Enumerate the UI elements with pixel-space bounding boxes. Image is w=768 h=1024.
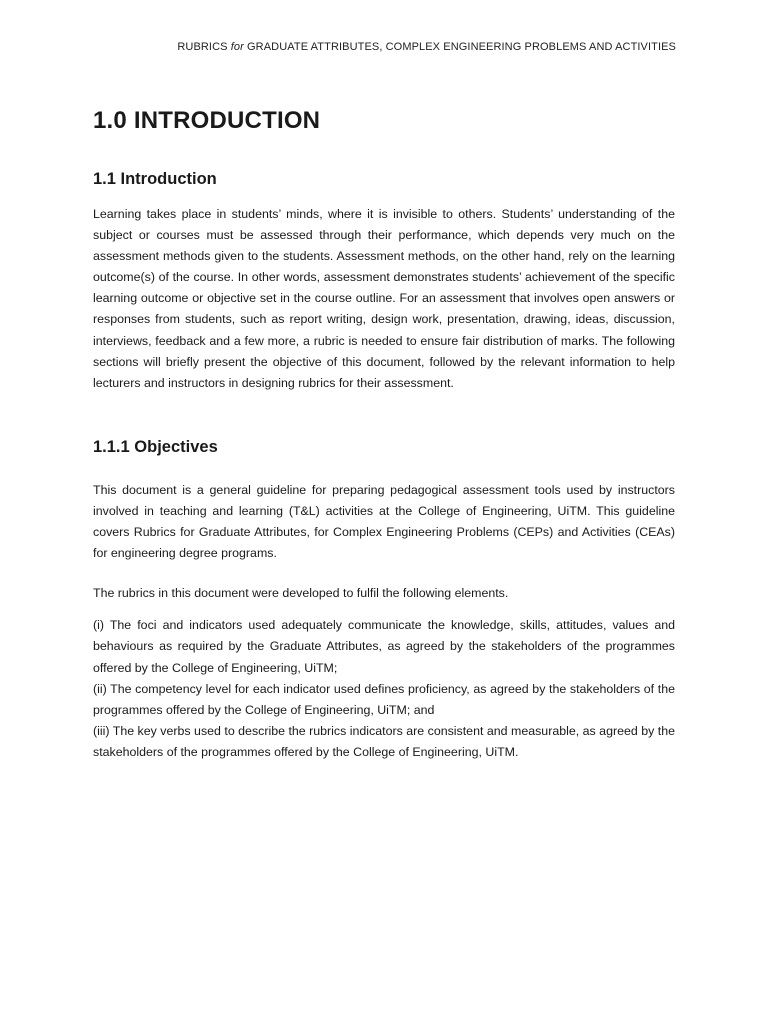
- section-heading-objectives: 1.1.1 Objectives: [93, 437, 218, 456]
- section-heading-introduction: 1.1 Introduction: [93, 170, 217, 188]
- header-italic-word: for: [230, 41, 244, 53]
- list-item: (i) The foci and indicators used adequately communicate the knowledge, skills, attitudes, values and behaviours as required by the Graduate Attributes, as agreed by the stakeholders of the programmes offered by the College of Engineering, UiTM;: [93, 618, 675, 675]
- chapter-title: 1.0 INTRODUCTION: [93, 107, 321, 134]
- list-item: (iii) The key verbs used to describe the rubrics indicators are consistent and measurable, as agreed by the stakeholders of the programmes offered by the College of Engineering, UiTM.: [93, 723, 675, 759]
- running-header: [152, 41, 676, 53]
- header-suffix: GRADUATE ATTRIBUTES, COMPLEX ENGINEERING PROBLEMS AND ACTIVITIES: [243, 41, 676, 53]
- list-item: (ii) The competency level for each indicator used defines proficiency, as agreed by the stakeholders of the programmes offered by the College of Engineering, UiTM; and: [93, 681, 675, 717]
- elements-lead-in: The rubrics in this document were developed to fulfil the following elements.: [93, 586, 509, 601]
- page-body: [93, 104, 675, 763]
- objectives-paragraph: This document is a general guideline for preparing pedagogical assessment tools used by instructors involved in teaching and learning (T&L) activities at the College of Engineering, UiTM. This guideline covers Rubrics for Graduate Attributes, for Complex Engineering Problems (CEPs) and Activities (CEAs) for engineering degree programs.: [93, 482, 675, 561]
- elements-list: [93, 615, 675, 763]
- introduction-paragraph: Learning takes place in students’ minds, where it is invisible to others. Students’ understanding of the subject or courses must be assessed through their performance, which depends very much on the assessment methods given to the students. Assessment methods, on the other hand, rely on the learning outcome(s) of the course. In other words, assessment demonstrates students’ achievement of the specific learning outcome or objective set in the course outline. For an assessment that involves open answers or responses from students, such as report writing, design work, presentation, drawing, ideas, discussion, interviews, feedback and a few more, a rubric is needed to ensure fair distribution of marks. The following sections will briefly present the objective of this document, followed by the relevant information to help lecturers and instructors in designing rubrics for their assessment.: [93, 207, 675, 390]
- header-prefix: RUBRICS: [177, 41, 231, 53]
